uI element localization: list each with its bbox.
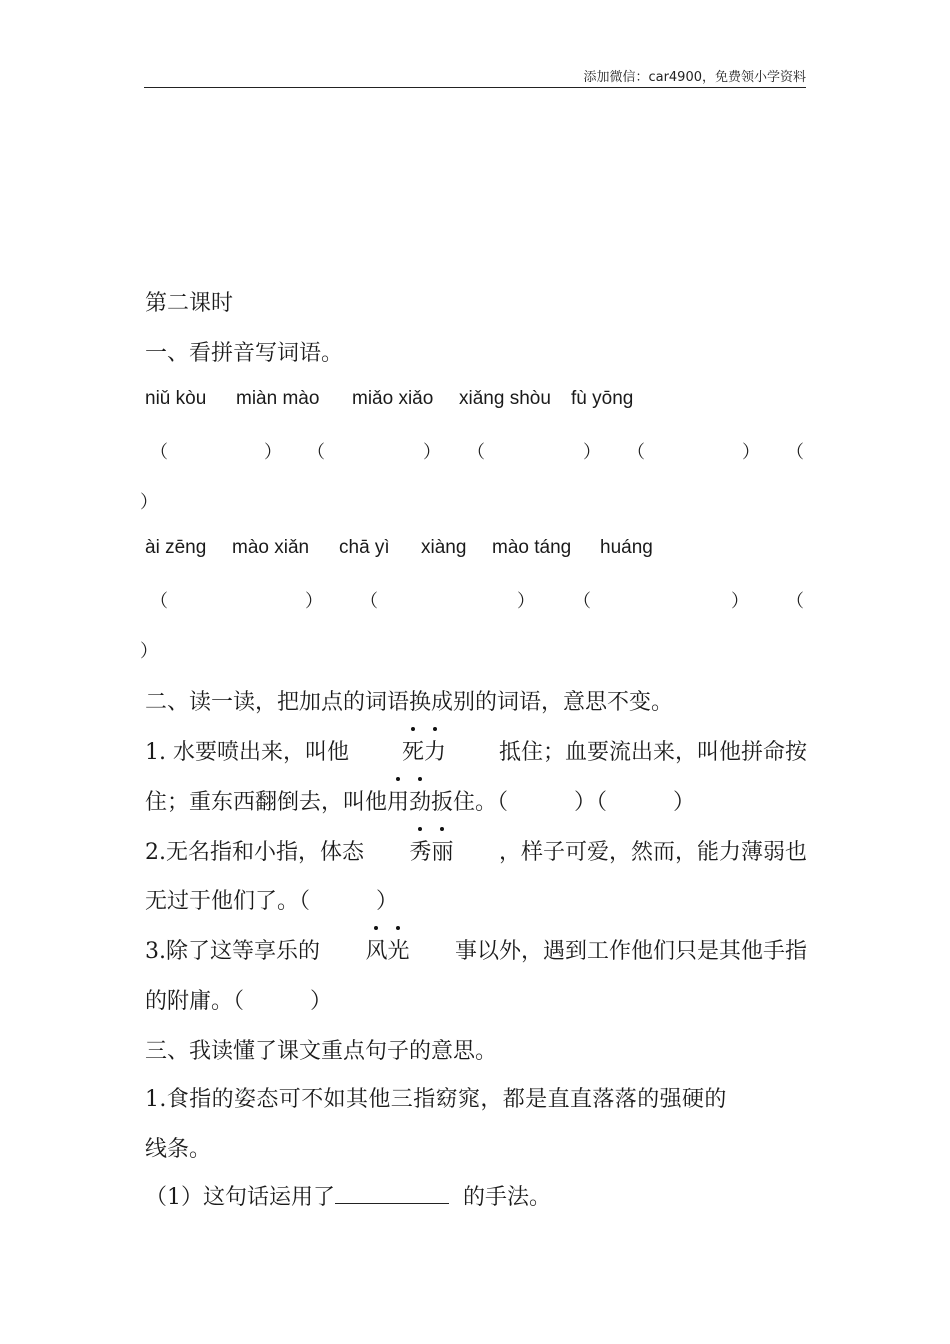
pinyin-item: xiǎng shòu <box>459 388 551 409</box>
open-paren: （ <box>150 591 168 612</box>
close-paren: ） <box>140 492 158 513</box>
q2-text-before: 2.无名指和小指，体态 <box>145 840 364 865</box>
open-paren: （ <box>150 442 168 463</box>
pinyin-item: miǎo xiǎo <box>352 388 434 409</box>
q3-text-after: 事以外，遇到工作他们只是其他手指 <box>454 939 807 964</box>
section3-q1-line2: 线条。 <box>145 1137 212 1162</box>
sub1-suffix: 的手法。 <box>463 1185 552 1210</box>
dotted-char: 风 <box>365 934 387 965</box>
pinyin-item: mào táng <box>492 537 572 558</box>
section2-q2-line1 <box>145 835 807 866</box>
pinyin-item: ài zēng <box>145 537 207 558</box>
pinyin-row-2 <box>145 537 653 559</box>
close-paren: ） <box>731 591 749 612</box>
close-paren: ） <box>583 442 601 463</box>
open-paren: （ <box>307 442 325 463</box>
dotted-char: 死 <box>402 735 424 766</box>
section2-q3-line1 <box>145 934 807 965</box>
sub1-prefix: （1）这句话运用了 <box>145 1185 335 1210</box>
lesson-title: 第二课时 <box>145 291 234 316</box>
section3-q1-line1: 1.食指的姿态可不如其他三指窈窕，都是直直落落的强硬的 <box>145 1087 727 1112</box>
close-paren: ） <box>423 442 441 463</box>
open-paren: （ <box>467 442 485 463</box>
section2-q3-line2: 的附庸。（ ） <box>145 989 333 1014</box>
open-paren: （ <box>573 591 591 612</box>
dotted-char: 丽 <box>431 835 453 866</box>
q1-text-before: 1. 水要喷出来，叫他 <box>145 740 349 765</box>
close-paren: ） <box>305 591 323 612</box>
dotted-char: 秀 <box>409 835 431 866</box>
q1-text-before: 住；重东西翻倒去，叫他 <box>145 790 388 815</box>
section2-q1-line2 <box>145 785 695 816</box>
pinyin-item: fù yōng <box>571 388 634 409</box>
pinyin-item: niǔ kòu <box>145 388 207 409</box>
q3-text-before: 3.除了这等享乐的 <box>145 939 320 964</box>
section2-q1-line1 <box>145 735 807 766</box>
q1-text-after: 扳住。（ ）（ ） <box>431 790 696 815</box>
pinyin-item: miàn mào <box>236 388 320 409</box>
section2-title: 二、读一读，把加点的词语换成别的词语，意思不变。 <box>145 690 674 715</box>
section2-q2-line2: 无过于他们了。（ ） <box>145 889 399 914</box>
header-divider <box>144 87 806 88</box>
section3-title: 三、我读懂了课文重点句子的意思。 <box>145 1039 498 1064</box>
open-paren: （ <box>627 442 645 463</box>
section1-title: 一、看拼音写词语。 <box>145 341 344 366</box>
header-text: 添加微信：car4900，免费领小学资料 <box>583 70 806 85</box>
close-paren: ） <box>742 442 760 463</box>
q2-text-after: ，样子可爱，然而，能力薄弱也 <box>498 840 807 865</box>
pinyin-item: huáng <box>600 537 653 558</box>
pinyin-row-1 <box>145 388 633 410</box>
dotted-char: 劲 <box>409 785 431 816</box>
open-paren: （ <box>786 591 804 612</box>
close-paren: ） <box>264 442 282 463</box>
close-paren: ） <box>140 641 158 662</box>
pinyin-item: mào xiǎn <box>232 537 310 558</box>
section3-sub1 <box>145 1180 551 1211</box>
pinyin-item: chā yì <box>339 537 390 558</box>
close-paren: ） <box>517 591 535 612</box>
open-paren: （ <box>360 591 378 612</box>
q1-text-after: 抵住；血要流出来，叫他拼命按 <box>498 740 807 765</box>
open-paren: （ <box>786 442 804 463</box>
dotted-char: 用 <box>387 785 409 816</box>
dotted-char: 光 <box>387 934 409 965</box>
answer-blank[interactable] <box>335 1183 449 1204</box>
pinyin-item: xiàng <box>421 537 467 558</box>
dotted-char: 力 <box>424 735 446 766</box>
